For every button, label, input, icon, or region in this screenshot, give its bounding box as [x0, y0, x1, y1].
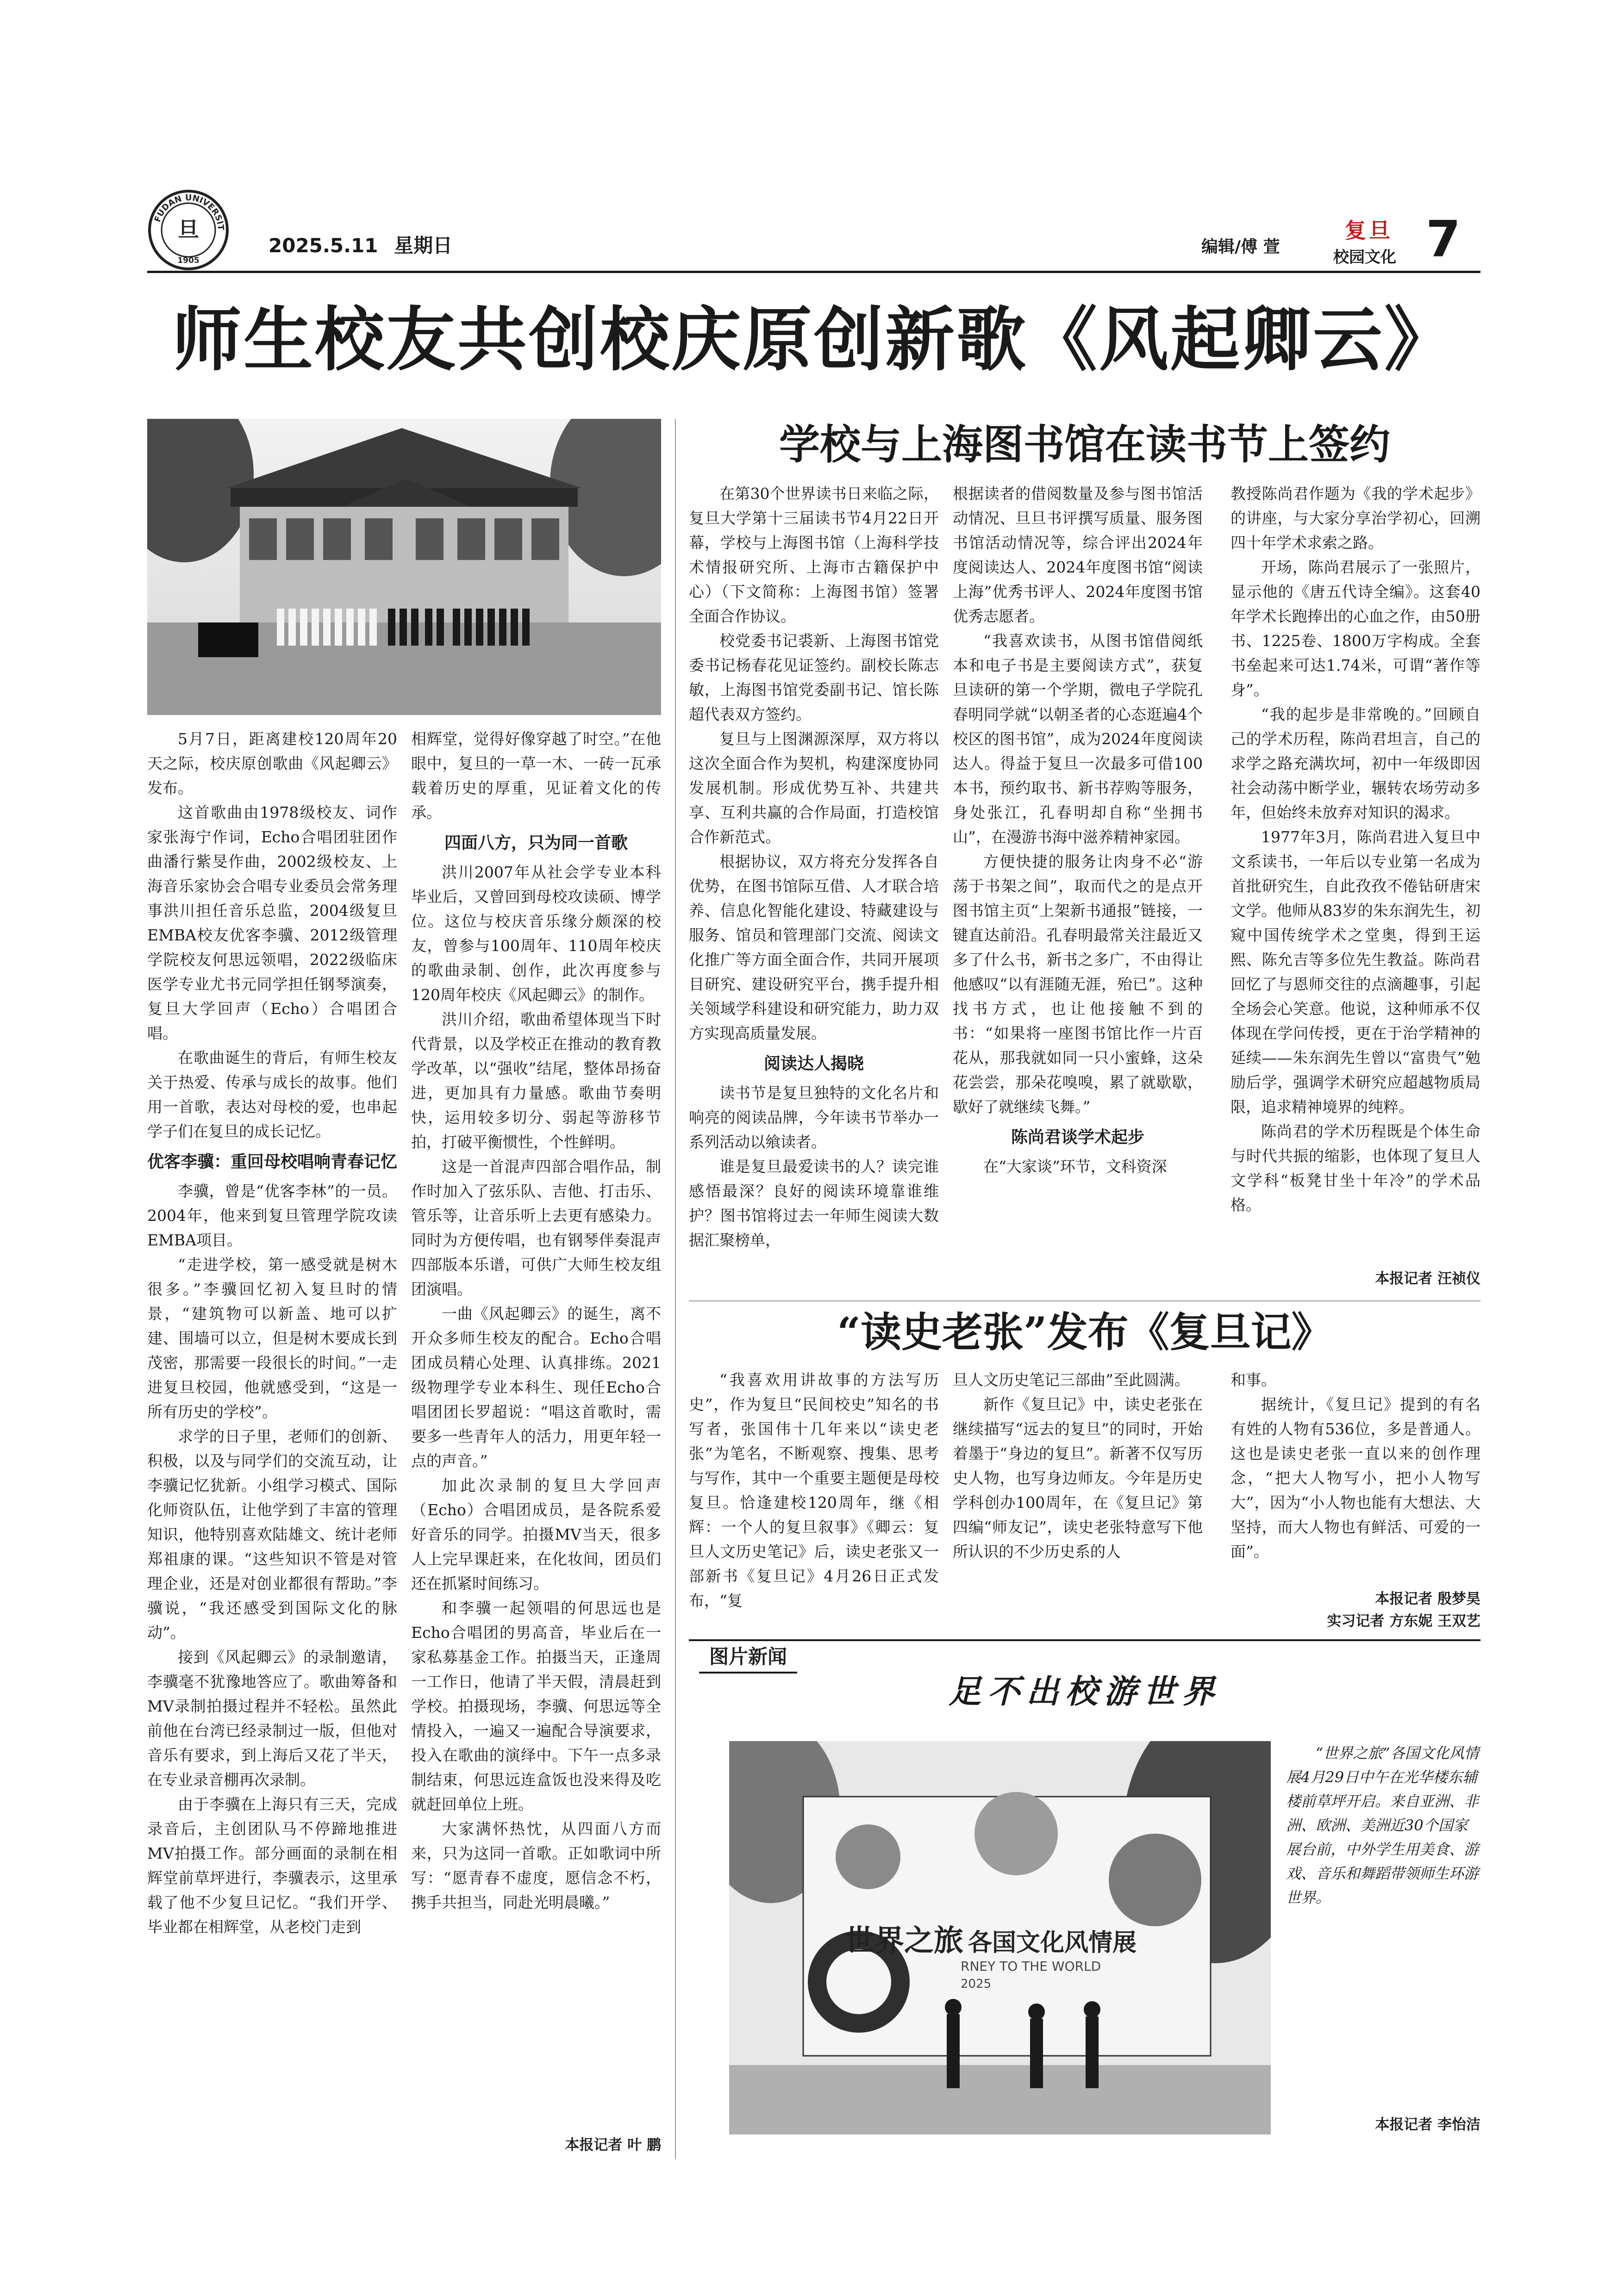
- caption-text: “世界之旅”各国文化风情展4月29日中午在光华楼东辅楼前草坪开启。来自亚洲、非洲、欧洲、美洲近30个国家展台前，中外学生用美食、游戏、音乐和舞蹈带领师生环游世界。: [1286, 1744, 1479, 1906]
- paragraph: 根据协议，双方将充分发挥各自优势，在图书馆际互借、人才联合培养、信息化智能化建设、特藏建设与服务、馆员和管理部门交流、阅读文化推广等方面全面合作，共同开展项目研究、建设研究平台，携手提升相关领域学科建设和研究能力，助力双方实现高质量发展。: [689, 852, 939, 1042]
- section-name: 校园文化: [1333, 248, 1396, 267]
- paragraph: 这是一首混声四部合唱作品，制作时加入了弦乐队、吉他、打击乐、管乐等，让音乐听上去更有感染力。同时为方便传唱，也有钢琴伴奏混声四部版本乐谱，可供广大师生校友组团演唱。: [411, 1157, 661, 1298]
- article3-byline-2: 实习记者 方东妮 王双艺: [1327, 1613, 1480, 1630]
- paragraph: 方便快捷的服务让肉身不必“游荡于书架之间”，取而代之的是点开图书馆主页“上架新书通报”链接，一键直达前沿。孔春明最常关注最近又多了什么书，新书之多广，不由得让他感叹“以有涯随无涯，殆已”。这种找书方式，也让他接触不到的书：“如果将一座图书馆比作一片百花从，那我就如同一只小蜜蜂，这朵花尝尝，那朵花嗅嗅，累了就歇歇，歇好了就继续飞舞。”: [953, 852, 1203, 1116]
- paragraph: 洪川介绍，歌曲希望体现当下时代背景，以及学校正在推动的教育教学改革，以“强收”结尾，整体昂扬奋进，更加具有力量感。歌曲节奏明快，运用较多切分、弱起等游移节拍，打破平衡惯性，个性鲜明。: [411, 1010, 661, 1151]
- paragraph: 加此次录制的复旦大学回声（Echo）合唱团成员，是各院系爱好音乐的同学。拍摄MV当天，很多人上完早课赶来，在化妆间，团员们还在抓紧时间练习。: [411, 1476, 661, 1593]
- university-logo: [147, 189, 230, 271]
- banner-title: 世界之旅: [845, 1924, 963, 1958]
- logo-text: FUDAN UNIVERSIT: [152, 193, 226, 231]
- paragraph: 相辉堂，觉得好像穿越了时空。”在他眼中，复旦的一草一木、一砖一瓦承载着历史的厚重，见证着文化的传承。: [411, 730, 661, 821]
- photo-news-byline: 本报记者 李怡洁: [1375, 2116, 1480, 2133]
- logo-year: 1905: [177, 256, 200, 265]
- photo-news-caption: [1286, 1741, 1480, 2111]
- article2-col1: [689, 481, 939, 1296]
- paragraph: “我喜欢用讲故事的方法写历史”，作为复旦“民间校史”知名的书写者，张国伟十几年来以“读史老张”为笔名，不断观察、搜集、思考与写作，其中一个重要主题便是母校复旦。恰逢建校120周年，继《相辉：一个人的复旦叙事》《卿云：复旦人文历史笔记》后，读史老张又一部新书《复旦记》4月26日正式发布，“复: [689, 1371, 939, 1610]
- paragraph: 校党委书记裘新、上海图书馆党委书记杨春花见证签约。副校长陈志敏，上海图书馆党委副书记、馆长陈超代表双方签约。: [689, 632, 939, 723]
- section-divider: [689, 1300, 1480, 1301]
- paragraph: 1977年3月，陈尚君进入复旦中文系读书，一年后以专业第一名成为首批研究生，自此孜孜不倦钻研唐宋文学。他师从83岁的朱东润先生，初窥中国传统学术之堂奥，得到王运熙、陈允吉等多位先生教益。陈尚君回忆了与恩师交往的点滴趣事，引起全场会心笑意。他说，这种师承不仅体现在学问传授，更在于治学精神的延续——朱东润先生曾以“富贵气”勉励后学，强调学术研究应超越物质局限，追求精神境界的纯粹。: [1230, 828, 1480, 1116]
- subheading-chen-shangjun: 陈尚君谈学术起步: [1011, 1128, 1144, 1147]
- article3-col2: [953, 1368, 1203, 1627]
- paragraph: 和事。: [1230, 1371, 1276, 1389]
- issue-weekday: 星期日: [394, 234, 453, 257]
- paragraph: 求学的日子里，老师们的创新、积极，以及与同学们的交流互动，让李骥记忆犹新。小组学习模式、国际化师资队伍，让他学到了丰富的管理知识，他特别喜欢陆雄文、统计老师郑祖康的课。“这些知识不管是对管理企业，还是对创业都很有帮助。”李骥说，“我还感受到国际文化的脉动”。: [147, 1427, 397, 1642]
- article2-col2: [953, 481, 1203, 1296]
- svg-text:旦: 旦: [178, 217, 199, 242]
- article3-col1: [689, 1368, 939, 1627]
- article2-title: 学校与上海图书馆在读书节上签约: [779, 420, 1390, 468]
- paragraph: 复旦与上图渊源深厚，双方将以这次全面合作为契机，构建深度协同发展机制。形成优势互补、共建共享、互利共赢的合作局面，打造校馆合作新范式。: [689, 730, 939, 846]
- headline: 师生校友共创校庆原创新歌《风起卿云》: [172, 300, 1455, 380]
- paragraph: “我的起步是非常晚的。”回顾自己的学术历程，陈尚君坦言，自己的求学之路充满坎坷，初中一年级即因社会动荡中断学业，辗转农场劳动多年，但始终未放弃对知识的渴求。: [1230, 705, 1480, 821]
- paragraph: 谁是复旦最爱读书的人？读完谁感悟最深？良好的阅读环境靠谁维护？图书馆将过去一年师生阅读大数据汇聚榜单，: [689, 1157, 939, 1249]
- photo-news-label-text: 图片新闻: [709, 1645, 787, 1668]
- paragraph: 和李骥一起领唱的何思远也是Echo合唱团的男高音，毕业后在一家私募基金工作。拍摄当天，正逢周一工作日，他请了半天假，清晨赶到学校。拍摄现场，李骥、何思远等全情投入，一遍又一遍配合导演要求，投入在歌曲的演绎中。下午一点多录制结束，何思远连盒饭也没来得及吃就赶回单位上班。: [411, 1599, 661, 1813]
- subheading-four-directions: 四面八方，只为同一首歌: [444, 834, 628, 852]
- paragraph: 新作《复旦记》中，读史老张在继续描写“远去的复旦”的同时，开始着墨于“身边的复旦”。新著不仅写历史人物，也写身边师友。今年是历史学科创办100周年，在《复旦记》第四编“师友记”，读史老张特意写下他所认识的不少历史系的人: [953, 1395, 1203, 1561]
- world-expo-photo: [729, 1741, 1271, 2134]
- article1-byline: 本报记者 叶 鹏: [565, 2137, 661, 2153]
- banner-subtitle: 各国文化风情展: [968, 1929, 1137, 1957]
- editor-credit: 编辑/傅 萱: [1201, 237, 1280, 256]
- column-divider: [675, 419, 676, 2159]
- paragraph: 在歌曲诞生的背后，有师生校友关于热爱、传承与成长的故事。他们用一首歌，表达对母校的爱，也串起学子们在复旦的成长记忆。: [147, 1049, 397, 1140]
- paragraph: 在第30个世界读书日来临之际，复旦大学第十三届读书节4月22日开幕，学校与上海图书馆（上海科学技术情报研究所、上海市古籍保护中心）（下文简称：上海图书馆）签署全面合作协议。: [689, 485, 939, 625]
- article2-col3: [1230, 481, 1480, 1268]
- paragraph: 这首歌曲由1978级校友、词作家张海宁作词，Echo合唱团驻团作曲潘行紫旻作曲，2002级校友、上海音乐家协会合唱专业委员会常务理事洪川担任音乐总监，2004级复旦EMBA校友优客李骥、2012级管理学院校友何思远领唱，2022级临床医学专业尤书元同学担任钢琴演奏，复旦大学回声（Echo）合唱团合唱。: [147, 803, 397, 1042]
- paragraph: 洪川2007年从社会学专业本科毕业后，又曾回到母校攻读硕、博学位。这位与校庆音乐缘分颇深的校友，曾参与100周年、110周年校庆的歌曲录制、创作，此次再度参与120周年校庆《风起卿云》的制作。: [411, 863, 661, 1004]
- subheading-li-ji: 优客李骥：重回母校唱响青春记忆: [147, 1152, 397, 1171]
- article3-col3: [1230, 1368, 1480, 1590]
- header-rule: [147, 271, 1480, 273]
- article3-byline-1: 本报记者 殷梦昊: [1375, 1591, 1480, 1607]
- paper-name: 复旦: [1345, 218, 1393, 243]
- paragraph: 由于李骥在上海只有三天，完成录音后，主创团队马不停蹄地推进MV拍摄工作。部分画面的录制在相辉堂前草坪进行，李骥表示，这里承载了他不少复旦记忆。“我们开学、毕业都在相辉堂，从老校门走到: [147, 1795, 397, 1936]
- paragraph: “我喜欢读书，从图书馆借阅纸本和电子书是主要阅读方式”，获复旦读研的第一个学期，微电子学院孔春明同学就“以朝圣者的心态逛遍4个校区的图书馆”，成为2024年度阅读达人。得益于复旦一次最多可借100本书，预约取书、新书荐购等服务，身处张江，孔春明却自称“坐拥书山”，在漫游书海中滋养精神家园。: [953, 632, 1203, 846]
- paragraph: 接到《风起卿云》的录制邀请，李骥毫不犹豫地答应了。歌曲筹备和MV录制拍摄过程并不轻松。虽然此前他在台湾已经录制过一版，但他对音乐有要求，到上海后又花了半天，在专业录音棚再次录制。: [147, 1648, 397, 1789]
- paragraph: 读书节是复旦独特的文化名片和响亮的阅读品牌，今年读书节举办一系列活动以飨读者。: [689, 1084, 939, 1151]
- paragraph: 旦人文历史笔记三部曲”至此圆满。: [953, 1371, 1190, 1389]
- subheading-reading-stars: 阅读达人揭晓: [763, 1054, 864, 1073]
- paragraph: 教授陈尚君作题为《我的学术起步》的讲座，与大家分享治学初心，回溯四十年学术求索之路。: [1230, 485, 1480, 552]
- banner-year: 2025: [961, 1977, 992, 1991]
- issue-date: 2025.5.11: [269, 234, 378, 257]
- article1-col2: [411, 727, 661, 2134]
- paragraph: 大家满怀热忱，从四面八方而来，只为这同一首歌。正如歌词中所写：“愿青春不虚度，愿信念不朽，携手共担当，同赴光明晨曦。”: [411, 1820, 661, 1911]
- paragraph: 根据读者的借阅数量及参与图书馆活动情况、旦旦书评撰写质量、服务图书馆活动情况等，综合评出2024年度阅读达人、2024年度图书馆“阅读上海”优秀书评人、2024年度图书馆优秀志愿者。: [953, 485, 1203, 625]
- article2-byline: 本报记者 汪祯仪: [1375, 1270, 1480, 1287]
- expo-banner-title: [845, 1917, 1137, 1960]
- paragraph: 开场，陈尚君展示了一张照片，显示他的《唐五代诗全编》。这套40年学术长跑捧出的心血之作，由50册书、1225卷、1800万字构成。全套书垒起来可达1.74米，可谓“著作等身”。: [1230, 558, 1480, 699]
- article1-col1-paras: [147, 727, 397, 1144]
- paragraph: 陈尚君的学术历程既是个体生命与时代共振的缩影，也体现了复旦人文学科“板凳甘坐十年冷”的学术品格。: [1230, 1122, 1480, 1214]
- paragraph: 一曲《风起卿云》的诞生，离不开众多师生校友的配合。Echo合唱团成员精心处理、认真排练。2021级物理学专业本科生、现任Echo合唱团团长罗超说：“唱这首歌时，需要多一些青年人的活力，用更年轻一点的声音。”: [411, 1305, 661, 1470]
- photo-news-rule: [689, 1639, 1480, 1641]
- paragraph: 据统计，《复旦记》提到的有名有姓的人物有536位，多是普通人。这也是读史老张一直以来的创作理念，“把大人物写小，把小人物写大”，因为“小人物也能有大想法、大坚持，而大人物也有鲜活、可爱的一面”。: [1230, 1395, 1480, 1561]
- paragraph: “走进学校，第一感受就是树木很多。”李骥回忆初入复旦时的情景，“建筑物可以新盖、地可以扩建、围墙可以立，但是树木要成长到茂密，那需要一段很长的时间。”一走进复旦校园，他就感受到，“这是一所有历史的学校”。: [147, 1256, 397, 1421]
- article1-col1: [147, 727, 397, 2134]
- choir-photo: [147, 419, 661, 715]
- page-number: 7: [1426, 211, 1461, 268]
- article3-title: “读史老张”发布《复旦记》: [837, 1308, 1332, 1356]
- paragraph: 5月7日，距离建校120周年20天之际，校庆原创歌曲《风起卿云》发布。: [147, 730, 397, 797]
- paragraph: 李骥，曾是“优客李林”的一员。2004年，他来到复旦管理学院攻读EMBA项目。: [147, 1182, 397, 1249]
- banner-english: RNEY TO THE WORLD: [961, 1959, 1101, 1974]
- paragraph: 在“大家谈”环节，文科资深: [983, 1157, 1167, 1176]
- photo-news-title: 足不出校游世界: [949, 1672, 1221, 1711]
